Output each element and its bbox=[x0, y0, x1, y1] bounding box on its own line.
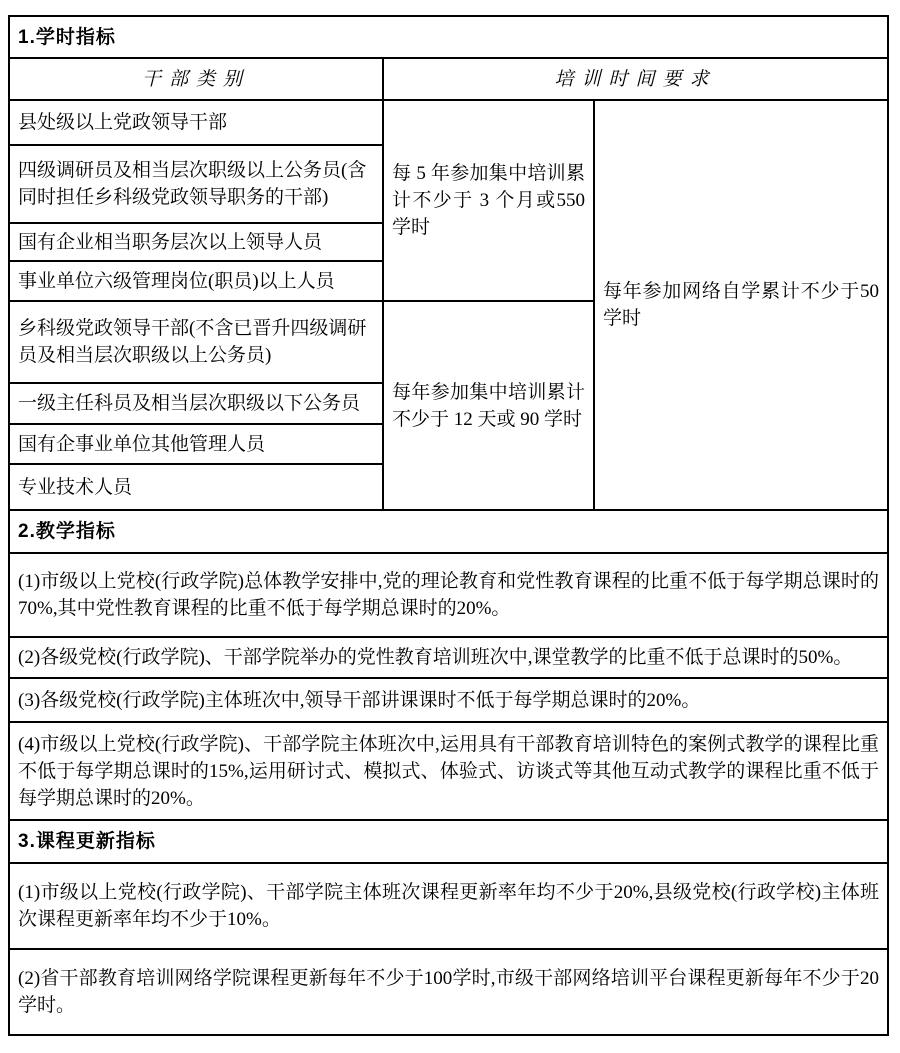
teaching-indicator-item-2: (2)各级党校(行政学院)、干部学院举办的党性教育培训班次中,课堂教学的比重不低于总课时的50%。 bbox=[9, 637, 888, 678]
teaching-indicator-item-3: (3)各级党校(行政学院)主体班次中,领导干部讲课课时不低于每学期总课时的20%。 bbox=[9, 678, 888, 722]
column-header-training-time-requirement: 培训时间要求 bbox=[383, 58, 888, 100]
section-3-title: 3.课程更新指标 bbox=[9, 820, 888, 863]
cadre-row-other-managers: 国有企事业单位其他管理人员 bbox=[9, 424, 383, 464]
teaching-indicator-item-4: (4)市级以上党校(行政学院)、干部学院主体班次中,运用具有干部教育培训特色的案例式教学的课程比重不低于每学期总课时的15%,运用研讨式、模拟式、体验式、访谈式等其他互动式教学的课程比重不低于每学期总课时的20%。 bbox=[9, 722, 888, 820]
cadre-row-professional-technical: 专业技术人员 bbox=[9, 464, 383, 510]
cadre-row-township-level: 乡科级党政领导干部(不含已晋升四级调研员及相当层次职级以上公务员) bbox=[9, 301, 383, 383]
cadre-row-chief-staff: 一级主任科员及相当层次职级以下公务员 bbox=[9, 383, 383, 424]
section-1-title: 1.学时指标 bbox=[9, 16, 888, 58]
course-update-item-1: (1)市级以上党校(行政学院)、干部学院主体班次课程更新率年均不少于20%,县级党校(行政学校)主体班次课程更新率年均不少于10%。 bbox=[9, 863, 888, 949]
section-2-title: 2.教学指标 bbox=[9, 510, 888, 553]
cadre-row-soe-leaders: 国有企业相当职务层次以上领导人员 bbox=[9, 223, 383, 261]
central-training-requirement-5yr: 每 5 年参加集中培训累计不少于 3 个月或550学时 bbox=[383, 100, 594, 301]
column-header-cadre-category: 干部类别 bbox=[9, 58, 383, 100]
central-training-requirement-annual: 每年参加集中培训累计不少于 12 天或 90 学时 bbox=[383, 301, 594, 510]
course-update-item-2: (2)省干部教育培训网络学院课程更新每年不少于100学时,市级干部网络培训平台课程更新每年不少于20学时。 bbox=[9, 949, 888, 1035]
online-self-study-requirement: 每年参加网络自学累计不少于50学时 bbox=[594, 100, 888, 510]
cadre-row-county-level: 县处级以上党政领导干部 bbox=[9, 100, 383, 145]
cadre-row-level4-researcher: 四级调研员及相当层次职级以上公务员(含同时担任乡科级党政领导职务的干部) bbox=[9, 145, 383, 223]
teaching-indicator-item-1: (1)市级以上党校(行政学院)总体教学安排中,党的理论教育和党性教育课程的比重不低于每学期总课时的70%,其中党性教育课程的比重不低于每学期总课时的20%。 bbox=[9, 553, 888, 637]
cadre-row-institution-grade6: 事业单位六级管理岗位(职员)以上人员 bbox=[9, 261, 383, 301]
training-indicators-table bbox=[8, 15, 889, 1036]
